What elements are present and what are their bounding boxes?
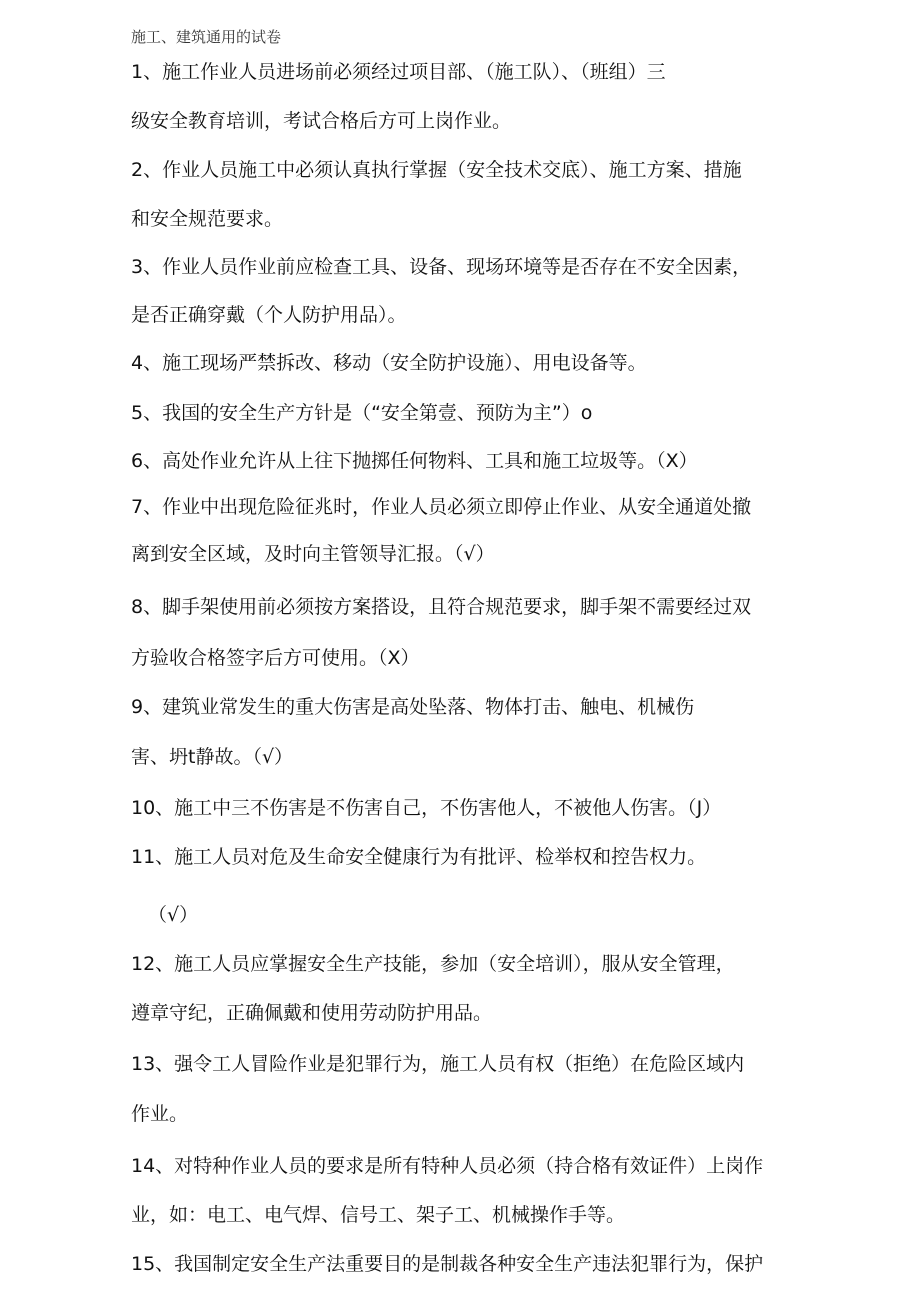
text-line: 2、作业人员施工中必须认真执行掌握（安全技术交底）、施工方案、措施 [131, 159, 742, 181]
text-line: 5、我国的安全生产方针是（“安全第壹、预防为主”）o [131, 402, 593, 424]
text-line: 10、施工中三不伤害是不伤害自己，不伤害他人，不被他人伤害。（J） [131, 797, 722, 819]
text-line: 离到安全区域，及时向主管领导汇报。（√） [131, 543, 495, 565]
text-line: 6、高处作业允许从上往下抛掷任何物料、工具和施工垃圾等。（X） [131, 450, 698, 472]
text-line: 13、强令工人冒险作业是犯罪行为，施工人员有权（拒绝）在危险区域内 [131, 1053, 745, 1075]
text-line: 14、对特种作业人员的要求是所有特种人员必须（持合格有效证件）上岗作 [131, 1155, 764, 1177]
text-line: 15、我国制定安全生产法重要目的是制裁各种安全生产违法犯罪行为，保护 [131, 1253, 764, 1275]
text-line: 是否正确穿戴（个人防护用品）。 [131, 304, 407, 326]
text-line: 9、建筑业常发生的重大伤害是高处坠落、物体打击、触电、机械伤 [131, 696, 695, 718]
text-line: 级安全教育培训，考试合格后方可上岗作业。 [131, 110, 512, 132]
page-header: 施工、建筑通用的试卷 [131, 28, 282, 46]
text-line: 1、施工作业人员进场前必须经过项目部、（施工队）、（班组）三 [131, 61, 666, 83]
text-line: 12、施工人员应掌握安全生产技能，参加（安全培训），服从安全管理， [131, 953, 735, 975]
text-line: 7、作业中出现危险征兆时，作业人员必须立即停止作业、从安全通道处撤 [131, 496, 752, 518]
text-line: 11、施工人员对危及生命安全健康行为有批评、检举权和控告权力。 [131, 846, 707, 868]
text-line: 害、坍t静故。（√） [131, 746, 294, 768]
text-line: 4、施工现场严禁拆改、移动（安全防护设施）、用电设备等。 [131, 352, 647, 374]
text-line: 方验收合格签字后方可使用。（X） [131, 647, 420, 669]
text-line: 遵章守纪，正确佩戴和使用劳动防护用品。 [131, 1002, 493, 1024]
text-line: 和安全规范要求。 [131, 208, 284, 230]
text-line: 3、作业人员作业前应检查工具、设备、现场环境等是否存在不安全因素， [131, 256, 752, 278]
text-line: （√） [148, 904, 199, 926]
text-line: 8、脚手架使用前必须按方案搭设，且符合规范要求，脚手架不需要经过双 [131, 596, 752, 618]
text-line: 作业。 [131, 1103, 189, 1125]
text-line: 业，如：电工、电气焊、信号工、架子工、机械操作手等。 [131, 1204, 626, 1226]
